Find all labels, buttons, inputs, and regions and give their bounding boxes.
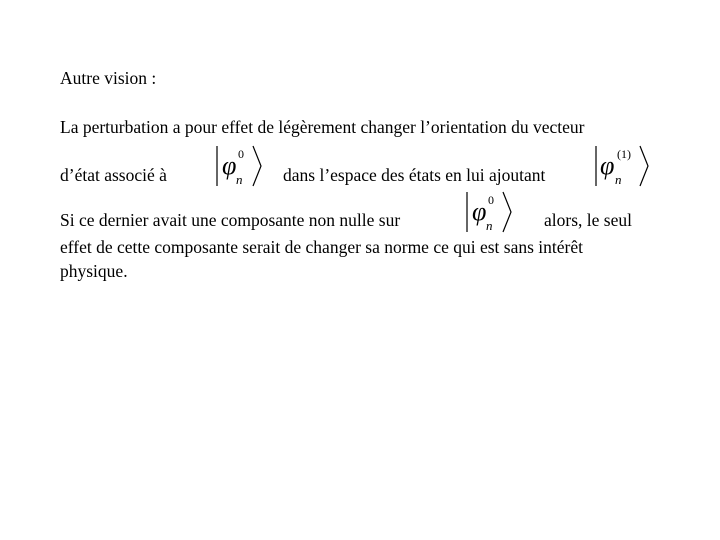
ket-right-angle [253,146,261,186]
ket-subscript: n [615,172,622,187]
ket-greek-letter: φ [222,151,237,180]
ket-right-angle [640,146,648,186]
paragraph-line-3a: Si ce dernier avait une composante non nulle sur [60,210,401,230]
ket-superscript: (1) [617,147,631,161]
ket-symbol [213,142,265,190]
heading: Autre vision : [60,68,157,88]
paragraph-line-5: physique. [60,261,128,281]
ket-subscript: n [236,172,243,187]
ket-greek-letter: φ [600,151,615,180]
paragraph-line-4: effet de cette composante serait de changer sa norme ce qui est sans intérêt [60,237,583,257]
ket-right-angle [503,192,511,232]
ket-symbol [463,188,515,236]
ket-phi-n-0-first [213,142,265,190]
paragraph-line-1: La perturbation a pour effet de légèrement changer l’orientation du vecteur [60,117,585,137]
ket-phi-n-1-correction [592,142,652,190]
ket-superscript: 0 [238,147,244,161]
paragraph-line-3b: alors, le seul [544,210,632,230]
ket-subscript: n [486,218,493,233]
ket-symbol [592,142,652,190]
ket-superscript: 0 [488,193,494,207]
ket-greek-letter: φ [472,197,487,226]
paragraph-line-2b: dans l’espace des états en lui ajoutant [283,165,546,185]
ket-phi-n-0-second [463,188,515,236]
paragraph-line-2a: d’état associé à [60,165,167,185]
